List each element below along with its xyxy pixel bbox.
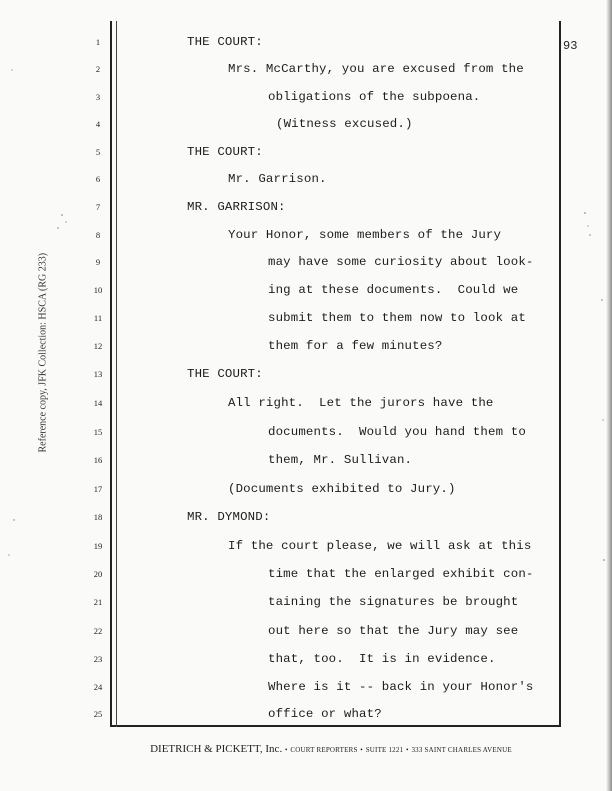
page-number: 93	[563, 39, 578, 53]
firm-name: DIETRICH & PICKETT, Inc.	[150, 743, 283, 755]
line-number: 2	[95, 64, 101, 74]
speaker-label: THE COURT:	[187, 367, 263, 381]
court-reporters-label: COURT REPORTERS	[290, 746, 358, 754]
transcript-line: Where is it -- back in your Honor's	[268, 680, 534, 694]
line-number: 5	[95, 147, 101, 157]
speaker-label: MR. GARRISON:	[187, 200, 286, 214]
line-number: 24	[93, 682, 103, 692]
transcript-line: Mr. Garrison.	[228, 172, 327, 186]
line-number: 17	[93, 484, 103, 494]
line-number: 9	[95, 257, 101, 267]
line-number: 8	[95, 230, 101, 240]
address-label: 333 SAINT CHARLES AVENUE	[411, 746, 512, 754]
transcript-line: that, too. It is in evidence.	[268, 652, 496, 666]
reference-note: Reference copy, JFK Collection: HSCA (RG 233)	[37, 252, 49, 453]
transcript-line: (Witness excused.)	[276, 117, 413, 131]
line-number: 14	[93, 398, 103, 408]
transcript-line: (Documents exhibited to Jury.)	[228, 482, 456, 496]
line-number: 13	[93, 369, 103, 379]
line-number: 23	[93, 654, 103, 664]
transcript-line: Mrs. McCarthy, you are excused from the	[228, 62, 524, 76]
line-number: 25	[93, 709, 103, 719]
transcript-line: time that the enlarged exhibit con-	[268, 567, 534, 581]
suite-label: SUITE 1221	[365, 746, 404, 754]
line-number: 11	[93, 313, 103, 323]
transcript-line: them for a few minutes?	[268, 339, 443, 353]
transcript-line: submit them to them now to look at	[268, 311, 526, 325]
line-number: 19	[93, 541, 103, 551]
transcript-line: obligations of the subpoena.	[268, 90, 481, 104]
line-number: 16	[93, 455, 103, 465]
speaker-label: THE COURT:	[187, 145, 263, 159]
transcript-line: Your Honor, some members of the Jury	[228, 228, 502, 242]
line-number: 3	[95, 92, 101, 102]
line-number: 15	[93, 427, 103, 437]
line-number: 18	[93, 512, 103, 522]
line-number: 22	[93, 626, 103, 636]
transcript-line: documents. Would you hand them to	[268, 425, 526, 439]
line-number: 20	[93, 569, 103, 579]
transcript-line: ing at these documents. Could we	[268, 283, 519, 297]
line-number: 1	[95, 37, 101, 47]
transcript-line: taining the signatures be brought	[268, 595, 519, 609]
line-number: 4	[95, 119, 101, 129]
transcript-line: If the court please, we will ask at this	[228, 539, 532, 553]
line-number: 21	[93, 597, 103, 607]
transcript-line: out here so that the Jury may see	[268, 624, 519, 638]
speaker-label: THE COURT:	[187, 35, 263, 49]
transcript-line: may have some curiosity about look-	[268, 255, 534, 269]
line-number: 6	[95, 174, 101, 184]
footer-separator: •	[360, 746, 363, 754]
footer-separator: •	[406, 746, 409, 754]
speaker-label: MR. DYMOND:	[187, 510, 271, 524]
transcript-line: them, Mr. Sullivan.	[268, 453, 413, 467]
transcript-line: office or what?	[268, 707, 382, 721]
line-number: 7	[95, 202, 101, 212]
transcript-line: All right. Let the jurors have the	[228, 396, 494, 410]
line-number: 12	[93, 341, 103, 351]
line-number: 10	[93, 285, 103, 295]
footer-separator: •	[284, 746, 288, 754]
